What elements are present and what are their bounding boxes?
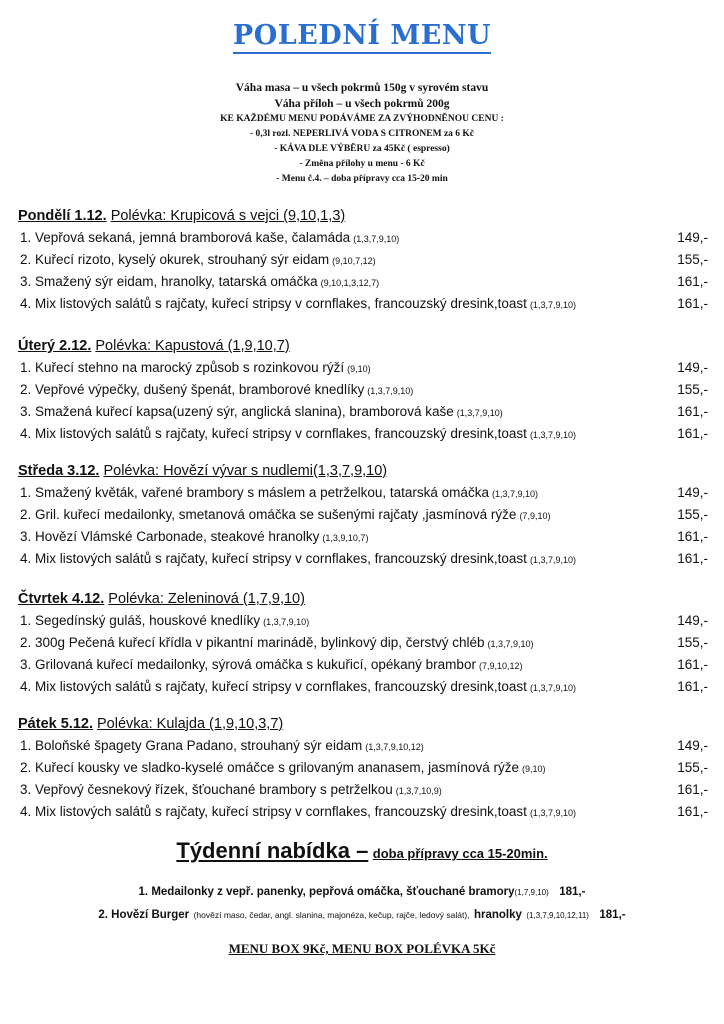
menu-item-name: 1. Smažený květák, vařené brambory s máslem a petrželkou, tatarská omáčka xyxy=(20,485,489,500)
menu-item-name: 3. Vepřový česnekový řízek, šťouchané brambory s petrželkou xyxy=(20,782,393,797)
day-section-thursday xyxy=(18,588,708,698)
menu-item xyxy=(18,548,708,570)
info-coffee: - KÁVA DLE VÝBĚRU za 45Kč ( espresso) xyxy=(274,144,450,154)
weekly-item-price: 181,- xyxy=(599,909,626,921)
day-header xyxy=(18,588,708,610)
menu-item-name: 1. Boloňské špagety Grana Padano, strouhaný sýr eidam xyxy=(20,738,363,753)
menu-item-price: 149,- xyxy=(677,485,708,500)
menu-item xyxy=(18,401,708,423)
weekly-item-price: 181,- xyxy=(559,886,586,898)
menu-item xyxy=(18,293,708,315)
info-side-change: - Změna přílohy u menu - 6 Kč xyxy=(299,159,425,169)
menu-item-allergens: (1,3,7,9,10) xyxy=(529,430,576,440)
menu-item-name: 3. Hovězí Vlámské Carbonade, steakové hranolky xyxy=(20,529,320,544)
menu-item-price: 161,- xyxy=(677,529,708,544)
menu-item xyxy=(18,482,708,504)
info-menu4-time: - Menu č.4. – doba přípravy cca 15-20 min xyxy=(276,174,448,184)
menu-item-name: 4. Mix listových salátů s rajčaty, kuřecí stripsy v cornflakes, francouzský dresink,toast xyxy=(20,804,527,819)
menu-item-name: 3. Smažená kuřecí kapsa(uzený sýr, anglická slanina), bramborová kaše xyxy=(20,404,454,419)
menu-item xyxy=(18,504,708,526)
menu-item xyxy=(18,379,708,401)
weekly-item-note: (hovězí maso, čedar, angl. slanina, majonéza, kečup, rajče, ledový salát), xyxy=(193,910,470,920)
menu-item-price: 161,- xyxy=(677,804,708,819)
menu-item xyxy=(18,357,708,379)
day-soup: Polévka: Kapustová (1,9,10,7) xyxy=(95,338,290,354)
menu-item-allergens: (1,3,7,9,10) xyxy=(529,300,576,310)
weekly-offer-heading xyxy=(0,838,724,864)
menu-item xyxy=(18,227,708,249)
menu-item-allergens: (1,3,7,10,9) xyxy=(395,786,442,796)
day-section-tuesday xyxy=(18,335,708,445)
day-name: Čtvrtek 4.12. xyxy=(18,591,105,607)
menu-item-name: 1. Kuřecí stehno na marocký způsob s rozinkovou rýží xyxy=(20,360,345,375)
menu-item-allergens: (1,3,7,9,10) xyxy=(487,639,534,649)
menu-item xyxy=(18,526,708,548)
weekly-offer-subtitle: doba přípravy cca 15-20min. xyxy=(372,846,548,861)
menu-item-allergens: (1,3,7,9,10) xyxy=(529,808,576,818)
day-soup: Polévka: Kulajda (1,9,10,3,7) xyxy=(97,716,284,732)
menu-item-allergens: (9,10,1,3,12,7) xyxy=(320,278,380,288)
menu-box-note-text: MENU BOX 9Kč, MENU BOX POLÉVKA 5Kč xyxy=(228,941,496,956)
menu-item-allergens: (7,9,10,12) xyxy=(478,661,523,671)
menu-item-name: 4. Mix listových salátů s rajčaty, kuřecí stripsy v cornflakes, francouzský dresink,toast xyxy=(20,426,527,441)
menu-item-allergens: (9,10) xyxy=(347,364,371,374)
weekly-item-allergens: (1,3,7,9,10,12,11) xyxy=(526,911,589,920)
info-block xyxy=(0,80,724,187)
weekly-item-name: 1. Medailonky z vepř. panenky, pepřová omáčka, šťouchané bramory xyxy=(138,886,515,898)
menu-item-price: 149,- xyxy=(677,738,708,753)
menu-item xyxy=(18,249,708,271)
menu-item-price: 161,- xyxy=(677,551,708,566)
day-name: Pátek 5.12. xyxy=(18,716,93,732)
weekly-item-name: 2. Hovězí Burger xyxy=(98,909,190,921)
menu-item-allergens: (1,3,7,9,10) xyxy=(367,386,414,396)
menu-item-allergens: (1,3,7,9,10) xyxy=(491,489,538,499)
weekly-item xyxy=(0,882,724,900)
menu-item-name: 4. Mix listových salátů s rajčaty, kuřecí stripsy v cornflakes, francouzský dresink,toast xyxy=(20,551,527,566)
day-name: Pondělí 1.12. xyxy=(18,208,107,224)
menu-item xyxy=(18,676,708,698)
day-soup: Polévka: Hovězí vývar s nudlemi(1,3,7,9,10) xyxy=(103,463,388,479)
day-section-monday xyxy=(18,205,708,315)
weekly-item xyxy=(0,905,724,923)
menu-item-price: 155,- xyxy=(677,760,708,775)
menu-item-price: 161,- xyxy=(677,782,708,797)
info-water: - 0,3l rozl. NEPERLIVÁ VODA S CITRONEM za 6 Kč xyxy=(249,129,475,139)
menu-item-name: 2. Gril. kuřecí medailonky, smetanová omáčka se sušenými rajčaty ,jasmínová rýže xyxy=(20,507,517,522)
menu-item-allergens: (7,9,10) xyxy=(519,511,551,521)
menu-item-price: 161,- xyxy=(677,679,708,694)
day-name: Úterý 2.12. xyxy=(18,338,92,354)
day-section-wednesday xyxy=(18,460,708,570)
day-header xyxy=(18,205,708,227)
menu-item-name: 3. Grilovaná kuřecí medailonky, sýrová omáčka s kukuřicí, opékaný brambor xyxy=(20,657,476,672)
weekly-item-allergens: (1,7,9,10) xyxy=(514,888,549,897)
weekly-item-side: hranolky xyxy=(473,909,522,921)
menu-item-name: 2. Kuřecí rizoto, kyselý okurek, strouhaný sýr eidam xyxy=(20,252,330,267)
menu-item-allergens: (1,3,7,9,10) xyxy=(456,408,503,418)
day-header xyxy=(18,335,708,357)
menu-item xyxy=(18,632,708,654)
day-header xyxy=(18,713,708,735)
menu-item xyxy=(18,735,708,757)
menu-item-price: 161,- xyxy=(677,657,708,672)
menu-item-name: 2. Vepřové výpečky, dušený špenát, bramborové knedlíky xyxy=(20,382,365,397)
menu-item xyxy=(18,271,708,293)
menu-item-allergens: (1,3,7,9,10) xyxy=(529,683,576,693)
menu-item-allergens: (1,3,7,9,10) xyxy=(353,234,400,244)
menu-item-name: 4. Mix listových salátů s rajčaty, kuřecí stripsy v cornflakes, francouzský dresink,toast xyxy=(20,679,527,694)
menu-item xyxy=(18,423,708,445)
menu-item-price: 155,- xyxy=(677,382,708,397)
menu-item-name: 1. Vepřová sekaná, jemná bramborová kaše, čalamáda xyxy=(20,230,351,245)
menu-item-allergens: (1,3,7,9,10) xyxy=(529,555,576,565)
menu-item-allergens: (1,3,7,9,10,12) xyxy=(365,742,424,752)
menu-item-price: 149,- xyxy=(677,613,708,628)
menu-item xyxy=(18,757,708,779)
weekly-offer-title: Týdenní nabídka – xyxy=(176,838,369,863)
menu-item xyxy=(18,610,708,632)
menu-item-allergens: (1,3,9,10,7) xyxy=(322,533,369,543)
info-discount-heading: KE KAŽDÉMU MENU PODÁVÁME ZA ZVÝHODNĚNOU CENU : xyxy=(220,114,504,124)
menu-item-price: 155,- xyxy=(677,252,708,267)
menu-item-price: 149,- xyxy=(677,230,708,245)
menu-item-allergens: (9,10) xyxy=(521,764,546,774)
menu-item-allergens: (1,3,7,9,10) xyxy=(263,617,310,627)
menu-item-name: 2. Kuřecí kousky ve sladko-kyselé omáčce s grilovaným ananasem, jasmínová rýže xyxy=(20,760,519,775)
menu-item-price: 161,- xyxy=(677,404,708,419)
menu-box-note xyxy=(0,941,724,957)
menu-item xyxy=(18,654,708,676)
menu-item-name: 2. 300g Pečená kuřecí křídla v pikantní marinádě, bylinkový dip, čerstvý chléb xyxy=(20,635,485,650)
menu-item-name: 3. Smažený sýr eidam, hranolky, tatarská omáčka xyxy=(20,274,318,289)
menu-item-name: 4. Mix listových salátů s rajčaty, kuřecí stripsy v cornflakes, francouzský dresink,toast xyxy=(20,296,527,311)
menu-item-allergens: (9,10,7,12) xyxy=(332,256,376,266)
menu-item-price: 155,- xyxy=(677,507,708,522)
day-name: Středa 3.12. xyxy=(18,463,100,479)
info-meat-weight: Váha masa – u všech pokrmů 150g v syrovém stavu xyxy=(235,82,489,94)
menu-item-price: 161,- xyxy=(677,274,708,289)
page-title xyxy=(0,20,724,51)
menu-item xyxy=(18,779,708,801)
info-side-weight: Váha příloh – u všech pokrmů 200g xyxy=(274,98,450,110)
menu-item-price: 149,- xyxy=(677,360,708,375)
menu-item-price: 155,- xyxy=(677,635,708,650)
day-header xyxy=(18,460,708,482)
menu-item-price: 161,- xyxy=(677,296,708,311)
day-soup: Polévka: Krupicová s vejci (9,10,1,3) xyxy=(110,208,346,224)
menu-item xyxy=(18,801,708,823)
day-soup: Polévka: Zeleninová (1,7,9,10) xyxy=(108,591,305,607)
day-section-friday xyxy=(18,713,708,823)
menu-item-price: 161,- xyxy=(677,426,708,441)
page-title-text: POLEDNÍ MENU xyxy=(233,20,491,54)
menu-item-name: 1. Segedínský guláš, houskové knedlíky xyxy=(20,613,261,628)
